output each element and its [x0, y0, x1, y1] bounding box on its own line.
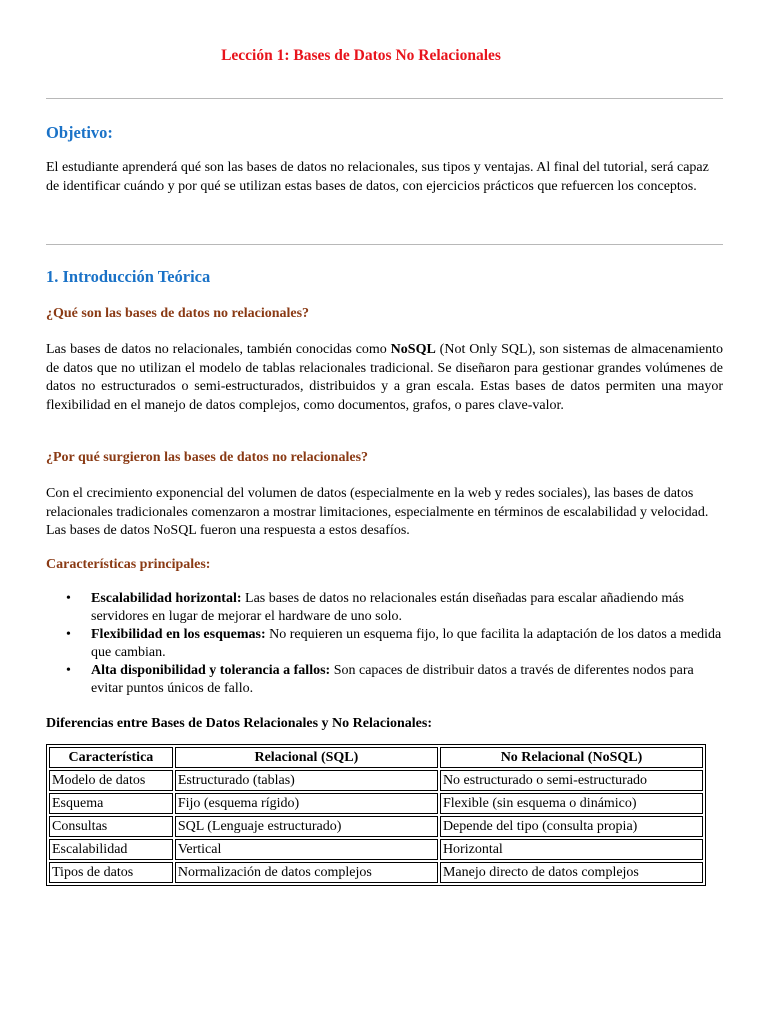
- features-heading: Características principales:: [46, 557, 211, 572]
- table-cell: Horizontal: [440, 839, 703, 860]
- table-cell: Flexible (sin esquema o dinámico): [440, 793, 703, 814]
- feature-title: Escalabilidad horizontal:: [91, 591, 242, 606]
- list-item: [46, 590, 723, 626]
- bullet-icon: •: [66, 627, 71, 642]
- column-header: No Relacional (NoSQL): [440, 747, 703, 768]
- bullet-icon: •: [66, 663, 71, 678]
- divider: [46, 244, 723, 245]
- column-header: Característica: [49, 747, 173, 768]
- feature-title: Flexibilidad en los esquemas:: [91, 627, 266, 642]
- list-item: [46, 626, 723, 662]
- objective-heading: Objetivo:: [46, 123, 113, 142]
- table-cell: Depende del tipo (consulta propia): [440, 816, 703, 837]
- question-what-heading: ¿Qué son las bases de datos no relacionales?: [46, 306, 310, 321]
- feature-text: Son capaces de distribuir datos a través de diferentes nodos para evitar puntos únicos de fallo.: [91, 663, 694, 696]
- table-cell: Consultas: [49, 816, 173, 837]
- table-row: [49, 839, 703, 860]
- table-cell: Fijo (esquema rígido): [175, 793, 438, 814]
- divider: [46, 98, 723, 99]
- origin-paragraph: Con el crecimiento exponencial del volumen de datos (especialmente en la web y redes sociales), las bases de datos relacionales tradicionales comenzaron a mostrar limitaciones, especialmente en términos de escalabilidad y velocidad. Las bases de datos NoSQL fueron una respuesta a estos desafíos.: [46, 486, 709, 538]
- table-cell: Manejo directo de datos complejos: [440, 862, 703, 883]
- table-row: [49, 793, 703, 814]
- feature-title: Alta disponibilidad y tolerancia a fallos:: [91, 663, 331, 678]
- table-cell: Modelo de datos: [49, 770, 173, 791]
- bullet-icon: •: [66, 591, 71, 606]
- nosql-term: NoSQL: [390, 342, 436, 357]
- table-row: [49, 816, 703, 837]
- lesson-title: Lección 1: Bases de Datos No Relacionales: [221, 47, 501, 64]
- table-cell: Normalización de datos complejos: [175, 862, 438, 883]
- feature-text: No requieren un esquema fijo, lo que facilita la adaptación de los datos a medida que cambian.: [91, 627, 722, 660]
- table-header-row: [49, 747, 703, 768]
- nosql-definition-paragraph: [46, 341, 723, 415]
- table-caption: Diferencias entre Bases de Datos Relacionales y No Relacionales:: [46, 716, 432, 731]
- table-cell: SQL (Lenguaje estructurado): [175, 816, 438, 837]
- table-cell: No estructurado o semi-estructurado: [440, 770, 703, 791]
- table-cell: Escalabilidad: [49, 839, 173, 860]
- table-cell: Tipos de datos: [49, 862, 173, 883]
- para-text: (Not Only SQL), son sistemas de almacenamiento de datos que no utilizan el modelo de tablas relacionales tradicional. Se diseñaron para gestionar grandes volúmenes de datos no estructurados o semi-estructurados, distribuidos y a gran escala. Estas bases de datos permiten una mayor flexibilidad en el manejo de datos complejos, como documentos, grafos, o pares clave-valor.: [46, 342, 723, 413]
- table-row: [49, 770, 703, 791]
- intro-heading: 1. Introducción Teórica: [46, 267, 211, 286]
- column-header: Relacional (SQL): [175, 747, 438, 768]
- table-row: [49, 862, 703, 883]
- table-cell: Vertical: [175, 839, 438, 860]
- features-list: [46, 590, 723, 698]
- comparison-table: [46, 744, 706, 886]
- table-cell: Esquema: [49, 793, 173, 814]
- list-item: [46, 662, 723, 698]
- table-cell: Estructurado (tablas): [175, 770, 438, 791]
- feature-text: Las bases de datos no relacionales están diseñadas para escalar añadiendo más servidores en lugar de mejorar el hardware de uno solo.: [91, 591, 684, 624]
- question-why-heading: ¿Por qué surgieron las bases de datos no relacionales?: [46, 450, 369, 465]
- para-text: Las bases de datos no relacionales, también conocidas como: [46, 342, 391, 357]
- objective-text: El estudiante aprenderá qué son las bases de datos no relacionales, sus tipos y ventajas. Al final del tutorial, será capaz de identificar cuándo y por qué se utilizan estas bases de datos, con ejercicios prácticos que refuercen los conceptos.: [46, 160, 709, 194]
